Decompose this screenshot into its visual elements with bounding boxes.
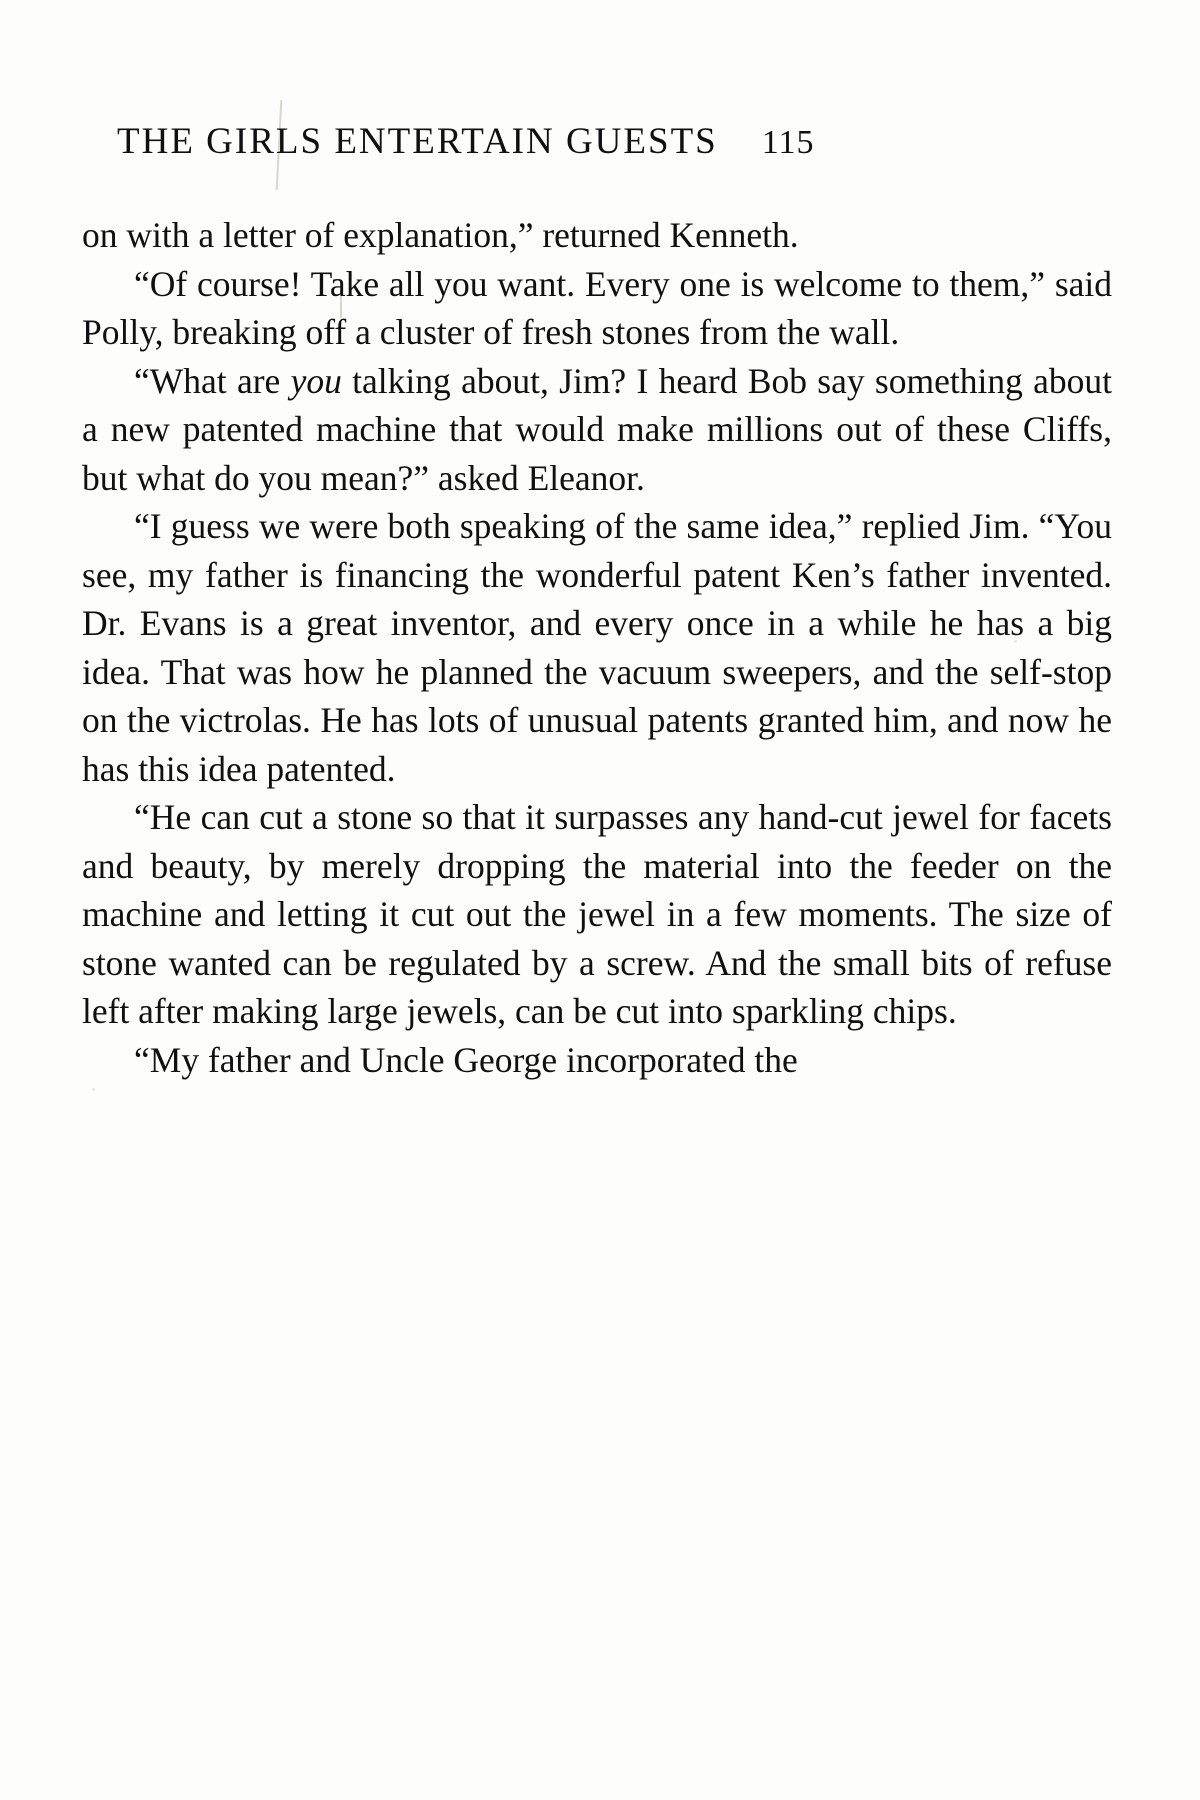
page-title: THE GIRLS ENTERTAIN GUESTS (117, 121, 718, 162)
running-head (82, 120, 1112, 163)
paragraph: “I guess we were both speaking of the same idea,” replied Jim. “You see, my father is financing the wonderful patent Ken’s father invented. Dr. Evans is a great inventor, and every once in a while he has a big idea. That was how he planned the vacuum sweepers, and the self-stop on the victrolas. He has lots of unusual patents granted him, and now he has this idea patented. (82, 506, 1112, 789)
paragraph: “What are you talking about, Jim? I heard Bob say something about a new patented machine that would make millions out of these Cliffs, but what do you mean?” asked Eleanor. (82, 360, 1112, 498)
paragraph: “Of course! Take all you want. Every one is welcome to them,” said Polly, breaking off a cluster of fresh stones from the wall. (82, 263, 1112, 352)
paper-speck (92, 1088, 95, 1091)
paragraph: “He can cut a stone so that it surpasses any hand-cut jewel for facets and beauty, by merely dropping the material into the feeder on the machine and letting it cut out the jewel in a few moments. The size of stone wanted can be regulated by a screw. And the small bits of refuse left after making large jewels, can be cut into sparkling chips. (82, 797, 1112, 1031)
body-text (82, 211, 1112, 1084)
paragraph: “My father and Uncle George incorporated the (134, 1039, 798, 1080)
page-content (82, 120, 1112, 1084)
paragraph: on with a letter of explanation,” returned Kenneth. (82, 215, 799, 255)
page-number: 115 (761, 124, 815, 161)
